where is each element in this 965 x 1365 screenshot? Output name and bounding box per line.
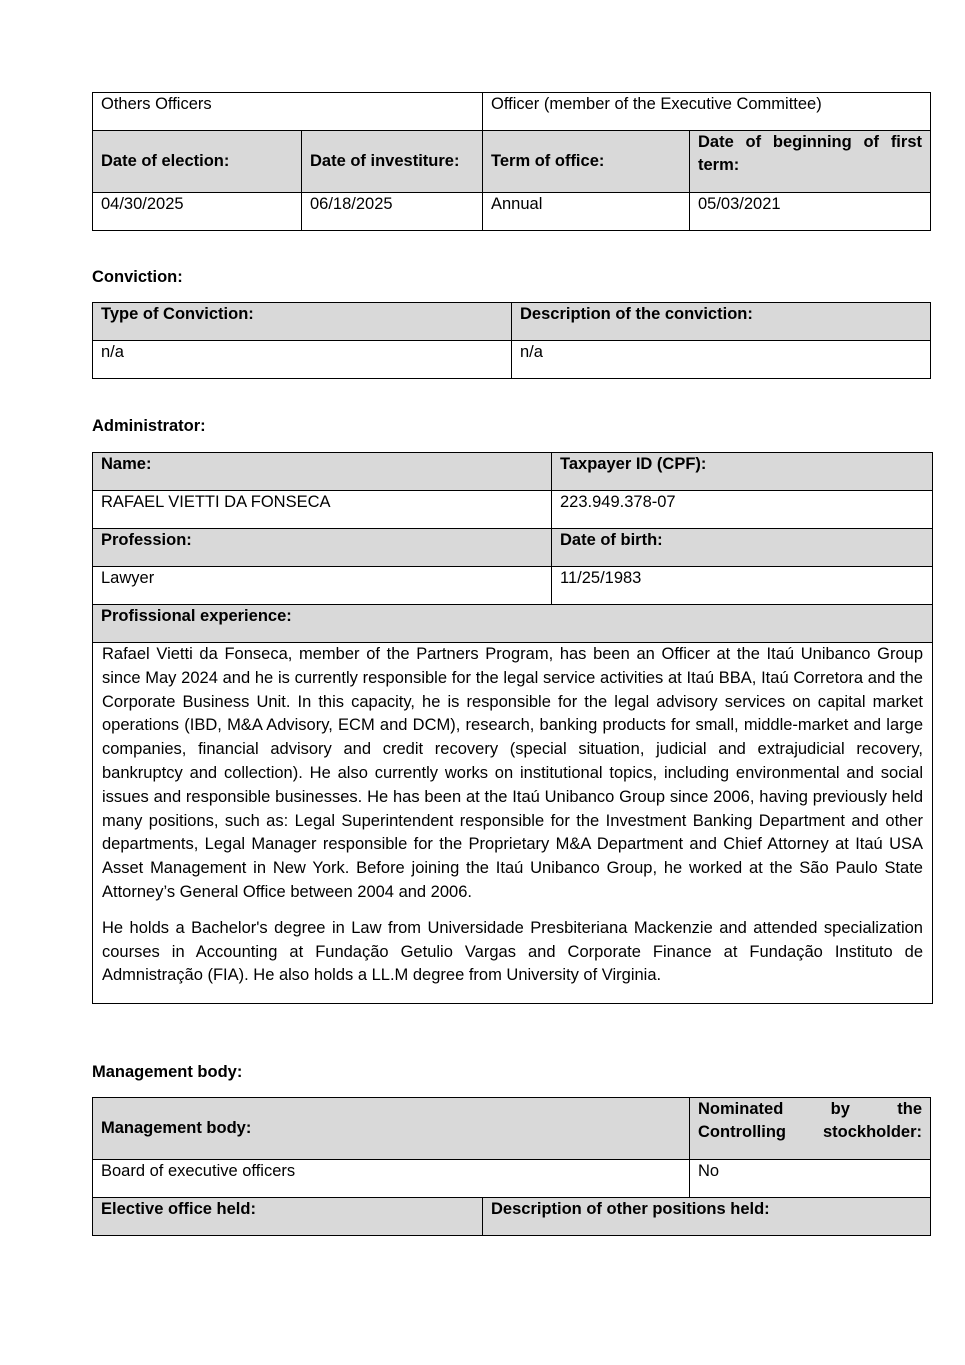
other-positions-header: Description of other positions held:: [483, 1198, 931, 1236]
elective-office-header: Elective office held:: [93, 1198, 483, 1236]
conviction-type-header: Type of Conviction:: [93, 303, 512, 341]
management-body-header: Management body:: [93, 1098, 690, 1160]
date-first-term-header: Date of beginning of first term:: [690, 131, 931, 193]
date-of-birth-header: Date of birth:: [552, 529, 933, 567]
date-of-election-header: Date of election:: [93, 131, 302, 193]
date-of-investiture-value: 06/18/2025: [302, 193, 483, 231]
management-body-value: Board of executive officers: [93, 1160, 690, 1198]
term-of-office-value: Annual: [483, 193, 690, 231]
professional-experience-header: Profissional experience:: [93, 605, 933, 643]
professional-experience-text: [93, 643, 933, 1004]
date-of-birth-value: 11/25/1983: [552, 567, 933, 605]
name-header: Name:: [93, 453, 552, 491]
conviction-description-header: Description of the conviction:: [512, 303, 931, 341]
profession-header: Profession:: [93, 529, 552, 567]
profession-value: Lawyer: [93, 567, 552, 605]
name-value: RAFAEL VIETTI DA FONSECA: [93, 491, 552, 529]
date-of-election-value: 04/30/2025: [93, 193, 302, 231]
nominated-value: No: [690, 1160, 931, 1198]
conviction-type-value: n/a: [93, 341, 512, 379]
taxpayer-id-value: 223.949.378-07: [552, 491, 933, 529]
nominated-header: Nominated by the Controlling stockholder:: [690, 1098, 931, 1160]
date-of-investiture-header: Date of investiture:: [302, 131, 483, 193]
administrator-title: Administrator:: [92, 417, 206, 435]
management-body-title: Management body:: [92, 1063, 243, 1081]
experience-paragraph: Rafael Vietti da Fonseca, member of the Partners Program, has been an Officer at the Itaú Unibanco Group since May 2024 and he is currently responsible for the legal service activities at Itaú BBA, Itaú Corretora and the Corporate Business Unit. In this capacity, he is responsible for the legal advisory services on capital market operations (IBD, M&A Advisory, ECM and DCM), research, banking products for small, middle-market and large companies, financial advisory and credit recovery (special situation, judicial and extrajudicial recovery, bankruptcy and collection). He also currently works on institutional topics, including environmental and social issues and responsible businesses. He has been at the Itaú Unibanco Group since 2006, having previously held many positions, such as: Legal Superintendent responsible for the Investment Banking Department and other departments, Legal Manager responsible for the Proprietary M&A Department and Chief Attorney at Itaú USA Asset Management in New York. Before joining the Itaú Unibanco Group, he worked at the São Paulo State Attorney’s General Office between 2004 and 2006.: [102, 645, 923, 901]
role-description-cell: Officer (member of the Executive Committee): [483, 93, 931, 131]
officer-term-table: [92, 92, 931, 231]
administrator-table: [92, 452, 933, 1004]
role-category-cell: Others Officers: [93, 93, 483, 131]
conviction-table: [92, 302, 931, 379]
conviction-title: Conviction:: [92, 268, 183, 286]
conviction-description-value: n/a: [512, 341, 931, 379]
taxpayer-id-header: Taxpayer ID (CPF):: [552, 453, 933, 491]
term-of-office-header: Term of office:: [483, 131, 690, 193]
experience-paragraph: He holds a Bachelor's degree in Law from Universidade Presbiteriana Mackenzie and attended specialization courses in Accounting at Fundação Getulio Vargas and Corporate Finance at Fundação Instituto de Admnistração (FIA). He also holds a LL.M degree from University of Virginia.: [102, 918, 923, 985]
management-body-table: [92, 1097, 931, 1236]
date-first-term-value: 05/03/2021: [690, 193, 931, 231]
